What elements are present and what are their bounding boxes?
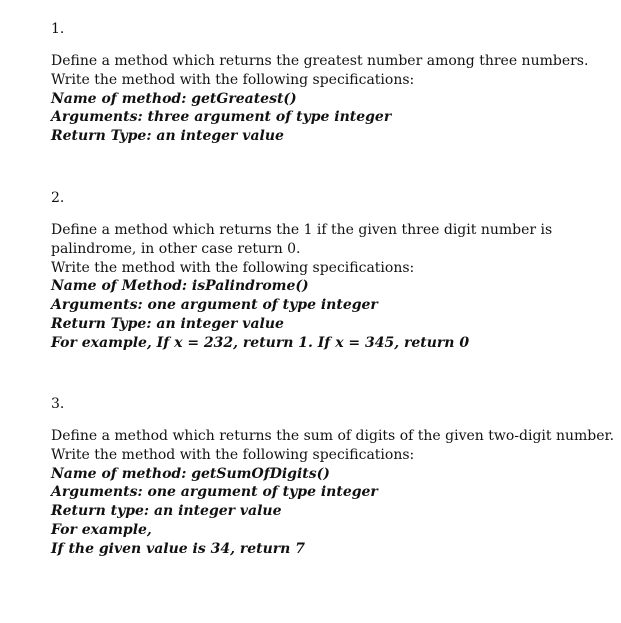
spec-line: Return Type: an integer value (51, 128, 284, 145)
spec-line: Return type: an integer value (51, 503, 282, 520)
spec-line: Name of Method: isPalindrome() (51, 278, 309, 295)
question-3 (51, 395, 615, 559)
text-line: palindrome, in other case return 0. (51, 240, 301, 257)
text-line: Write the method with the following specifications: (51, 446, 415, 463)
question-number: 3. (51, 396, 65, 412)
question-1 (51, 20, 611, 146)
question-text (51, 427, 615, 559)
question-2 (51, 189, 611, 353)
spec-line: For example, If x = 232, return 1. If x = 345, return 0 (51, 334, 470, 351)
text-line: Define a method which returns the 1 if the given three digit number is (51, 222, 553, 238)
question-text (51, 52, 611, 146)
spec-line: Name of method: getSumOfDigits() (51, 465, 330, 482)
spec-line: Arguments: three argument of type integer (51, 109, 392, 126)
text-line: Define a method which returns the greatest number among three numbers. (51, 53, 589, 69)
question-text (51, 221, 611, 353)
spec-line: For example, (51, 521, 152, 538)
spec-line: Arguments: one argument of type integer (51, 297, 378, 314)
question-number: 2. (51, 190, 65, 206)
spec-line: If the given value is 34, return 7 (51, 540, 305, 557)
question-number: 1. (51, 21, 65, 37)
spec-line: Return Type: an integer value (51, 315, 284, 332)
spec-line: Arguments: one argument of type integer (51, 484, 378, 501)
text-line: Write the method with the following specifications: (51, 71, 415, 88)
text-line: Write the method with the following specifications: (51, 259, 415, 276)
text-line: Define a method which returns the sum of digits of the given two-digit number. (51, 428, 615, 444)
spec-line: Name of method: getGreatest() (51, 90, 297, 107)
